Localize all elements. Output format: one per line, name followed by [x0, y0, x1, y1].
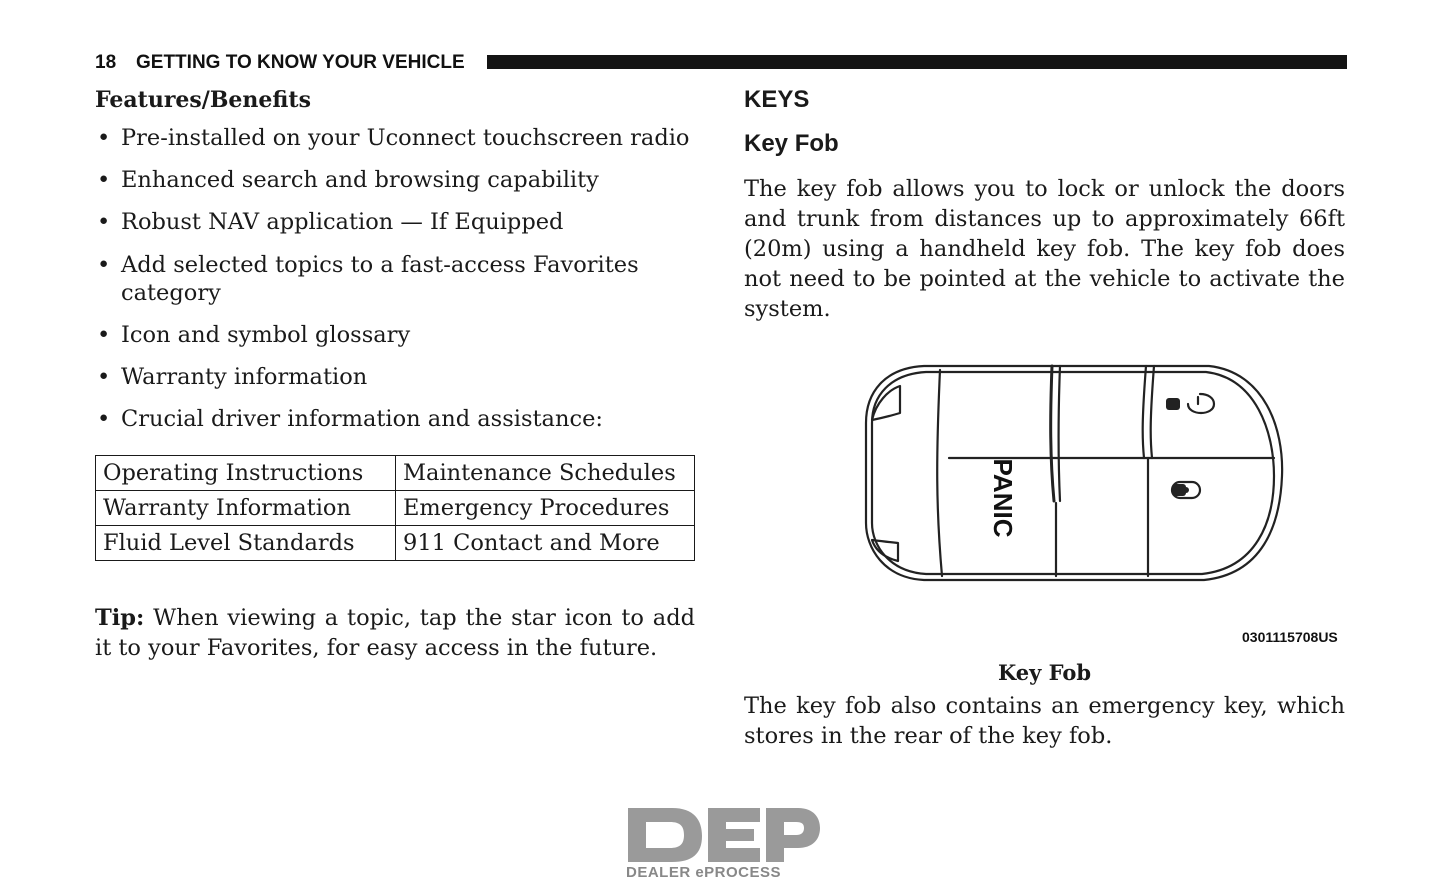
emergency-key-paragraph: The key fob also contains an emergency key, which stores in the rear of the key fob. — [744, 693, 1345, 749]
key-fob-heading: Key Fob — [744, 130, 839, 157]
figure-caption: Key Fob — [997, 660, 1092, 685]
features-list — [95, 124, 695, 433]
table-cell: Operating Instructions — [96, 456, 396, 491]
tip-label: Tip: — [95, 605, 145, 632]
bullet-icon: • — [97, 251, 111, 278]
fob-button-divider — [1051, 366, 1054, 501]
right-column — [744, 86, 1345, 749]
table-row — [96, 456, 695, 491]
fob-button-divider — [937, 370, 942, 576]
tip-text: When viewing a topic, tap the star icon to add it to your Favorites, for easy access in the future. — [95, 605, 695, 662]
table-row — [96, 526, 695, 561]
table-cell: Fluid Level Standards — [96, 526, 396, 561]
section-title: GETTING TO KNOW YOUR VEHICLE — [136, 52, 465, 73]
bullet-icon: • — [97, 363, 111, 390]
table-cell: Warranty Information — [96, 491, 396, 526]
list-item: • Add selected topics to a fast-access Favorites category — [97, 251, 639, 306]
tip-paragraph — [95, 603, 695, 663]
fob-body-outline — [866, 366, 1282, 580]
left-column — [95, 86, 695, 686]
dealer-eprocess-tagline: DEALER ePROCESS — [626, 864, 782, 881]
table-cell: 911 Contact and More — [396, 526, 695, 561]
list-item: • Robust NAV application — If Equipped — [97, 209, 564, 236]
figure-code: 0301115708US — [1242, 629, 1338, 645]
page-number: 18 — [95, 52, 117, 73]
keys-heading: KEYS — [744, 86, 810, 113]
panic-button-label: PANIC — [988, 458, 1018, 538]
bullet-icon: • — [97, 406, 111, 433]
list-item: • Warranty information — [97, 363, 368, 390]
list-item: • Pre-installed on your Uconnect touchscreen radio — [97, 125, 690, 151]
key-fob-illustration — [864, 358, 1304, 588]
bullet-icon: • — [97, 209, 111, 236]
topics-table — [95, 455, 695, 561]
page-header — [95, 50, 1347, 76]
fob-button-divider — [1151, 366, 1154, 458]
header-rule — [487, 55, 1347, 69]
table-row — [96, 491, 695, 526]
table-cell: Maintenance Schedules — [396, 456, 695, 491]
bullet-icon: • — [97, 321, 111, 348]
features-heading: Features/Benefits — [95, 87, 311, 113]
list-item: • Crucial driver information and assistance: — [97, 406, 603, 433]
fob-button-divider — [1143, 366, 1146, 458]
key-fob-description: The key fob allows you to lock or unlock the doors and trunk from distances up to approximately 66ft (20m) using a handheld key fob. The key fob does not need to be pointed at the vehicle to activate the system. — [744, 176, 1345, 322]
list-item: • Enhanced search and browsing capability — [97, 167, 599, 194]
fob-button-divider — [1059, 366, 1061, 501]
lock-icon — [1188, 394, 1214, 413]
list-item: • Icon and symbol glossary — [97, 321, 411, 348]
table-cell: Emergency Procedures — [396, 491, 695, 526]
bullet-icon: • — [97, 125, 111, 151]
bullet-icon: • — [97, 167, 111, 194]
